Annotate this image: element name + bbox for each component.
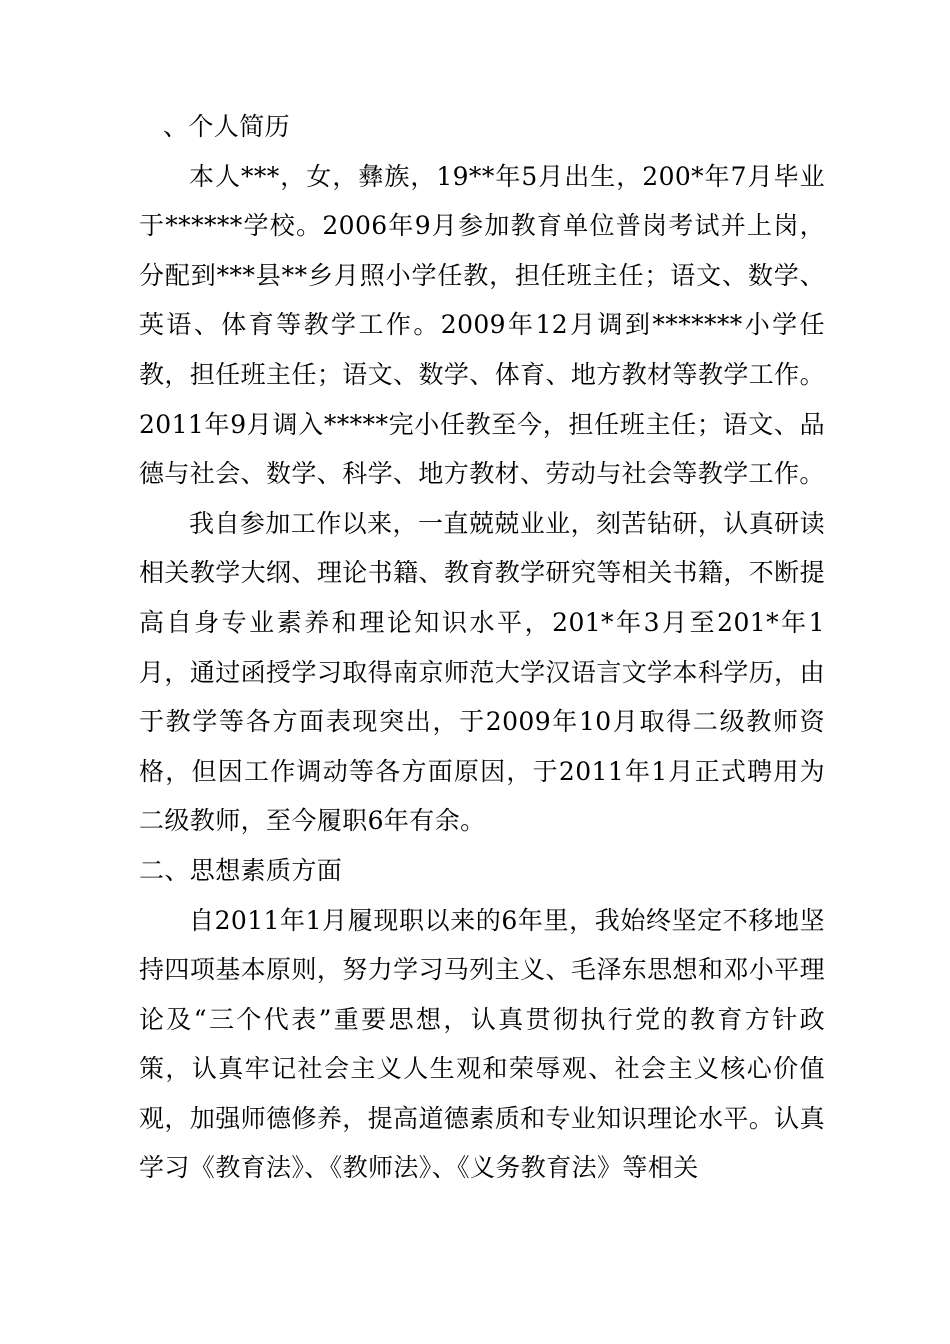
paragraph-ideology: 自2011年1月履现职以来的6年里，我始终坚定不移地坚持四项基本原则，努力学习马列主义、毛泽东思想和邓小平理论及“三个代表”重要思想，认真贯彻执行党的教育方针政策，认真牢记社会主义人生观和荣辱观、社会主义核心价值观，加强师德修养，提高道德素质和专业知识理论水平。认真学习《教育法》、《教师法》、《义务教育法》等相关: [139, 905, 825, 1183]
section-heading-ideology: 二、思想素质方面: [139, 855, 343, 885]
section-heading-resume: 、个人简历: [163, 112, 291, 141]
document-body: [139, 102, 825, 1193]
paragraph-work-experience: 我自参加工作以来，一直兢兢业业，刻苦钻研，认真研读相关教学大纲、理论书籍、教育教学研究等相关书籍，不断提高自身专业素养和理论知识水平，201*年3月至201*年1月，通过函授学习取得南京师范大学汉语言文学本科学历，由于教学等各方面表现突出，于2009年10月取得二级教师资格，但因工作调动等各方面原因，于2011年1月正式聘用为二级教师，至今履职6年有余。: [139, 508, 825, 836]
paragraph-personal-background: 本人***，女，彝族，19**年5月出生，200*年7月毕业于******学校。2006年9月参加教育单位普岗考试并上岗，分配到***县**乡月照小学任教，担任班主任；语文、数学、英语、体育等教学工作。2009年12月调到*******小学任教，担任班主任；语文、数学、体育、地方教材等教学工作。2011年9月调入*****完小任教至今，担任班主任；语文、品德与社会、数学、科学、地方教材、劳动与社会等教学工作。: [139, 161, 825, 489]
